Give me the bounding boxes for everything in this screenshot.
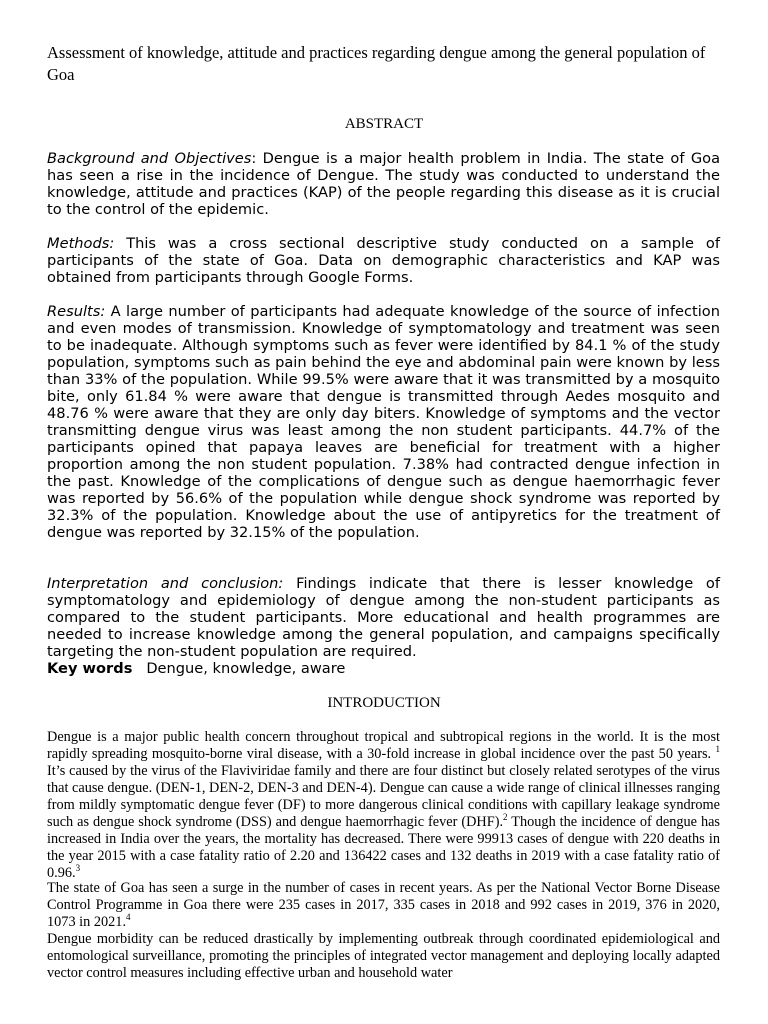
citation-ref: 4 [126,912,131,923]
citation-ref: 1 [715,744,720,755]
intro-text-1a: Dengue is a major public health concern throughout tropical and subtropical regions in the world. It is the most rapidly spreading mosquito-borne viral disease, with a 30-fold increase in global incidence over the past 50 years. [47,729,720,762]
interpretation-text: Findings indicate that there is lesser knowledge of symptomatology and epidemiology of dengue among the non-student participants as compared to the student participants. More educational and health programmes are needed to increase knowledge among the general population, and campaigns specifically targeting the non-student population are required. [47,575,720,660]
keywords-text: Dengue, knowledge, aware [146,660,346,677]
intro-paragraph-2 [47,880,720,931]
intro-text-1c: Though the incidence of dengue has increased in India over the years, the mortality has decreased. There were 99913 cases of dengue with 220 deaths in the year 2015 with a case fatality ratio of 2.20 and 136422 cases and 132 deaths in 2019 with a case fatality ratio of 0.96. [47,814,720,881]
citation-ref: 2 [503,812,508,823]
abstract-methods [47,235,720,286]
intro-paragraph-1 [47,729,720,882]
intro-text-2: The state of Goa has seen a surge in the number of cases in recent years. As per the National Vector Borne Disease Control Programme in Goa there were 235 cases in 2017, 335 cases in 2018 and 992 cases in 2019, 376 in 2020, 1073 in 2021. [47,880,720,930]
keywords-line [47,660,345,677]
intro-paragraph-3: Dengue morbidity can be reduced drastically by implementing outbreak through coordinated epidemiological and entomological surveillance, promoting the principles of integrated vector management and deploying locally adapted vector control measures including effective urban and household water [47,931,720,981]
intro-text-1b: It’s caused by the virus of the Flaviviridae family and there are four distinct but closely related serotypes of the virus that cause dengue. (DEN-1, DEN-2, DEN-3 and DEN-4). Dengue can cause a wide range of clinical illnesses ranging from mildly symptomatic dengue fever (DF) to more dangerous clinical conditions with capillary leakage syndrome such as dengue shock syndrome (DSS) and dengue haemorrhagic fever (DHF). [47,763,720,830]
methods-text: This was a cross sectional descriptive study conducted on a sample of participants of the state of Goa. Data on demographic characteristics and KAP was obtained from participants through Google Forms. [47,235,720,286]
background-text: : Dengue is a major health problem in India. The state of Goa has seen a rise in the incidence of Dengue. The study was conducted to understand the knowledge, attitude and practices (KAP) of the people regarding this disease as it is crucial to the control of the epidemic. [47,150,721,218]
interpretation-label: Interpretation and conclusion: [47,575,284,592]
abstract-background [47,150,720,218]
results-label: Results: [47,303,106,320]
abstract-heading: ABSTRACT [344,116,424,132]
paper-title: Assessment of knowledge, attitude and practices regarding dengue among the general population of Goa [47,43,706,84]
background-label: Background and Objectives [47,150,252,167]
introduction-heading: INTRODUCTION [327,695,441,711]
methods-label: Methods: [47,235,115,252]
keywords-label: Key words [47,660,133,677]
citation-ref: 3 [75,863,81,874]
results-text: A large number of participants had adequate knowledge of the source of infection and even modes of transmission. Knowledge of symptomatology and treatment was seen to be inadequate. Although symptoms such as fever were identified by 84.1 % of the study population, symptoms such as pain behind the eye and abdominal pain were known by less than 33% of the population. While 99.5% were aware that it was transmitted by a mosquito bite, only 61.84 % were aware that dengue is transmitted through Aedes mosquito and 48.76 % were aware that they are only day biters. Knowledge of symptoms and the vector transmitting dengue virus was least among the non student participants. 44.7% of the participants opined that papaya leaves are beneficial for treatment with a higher proportion among the non student population. 7.38% had contracted dengue infection in the past. Knowledge of the complications of dengue such as dengue haemorrhagic fever was reported by 56.6% of the population while dengue shock syndrome was reported by 32.3% of the population. Knowledge about the use of antipyretics for the treatment of dengue was reported by 32.15% of the population. [47,303,720,541]
abstract-results [47,303,720,541]
abstract-interpretation [47,575,720,660]
